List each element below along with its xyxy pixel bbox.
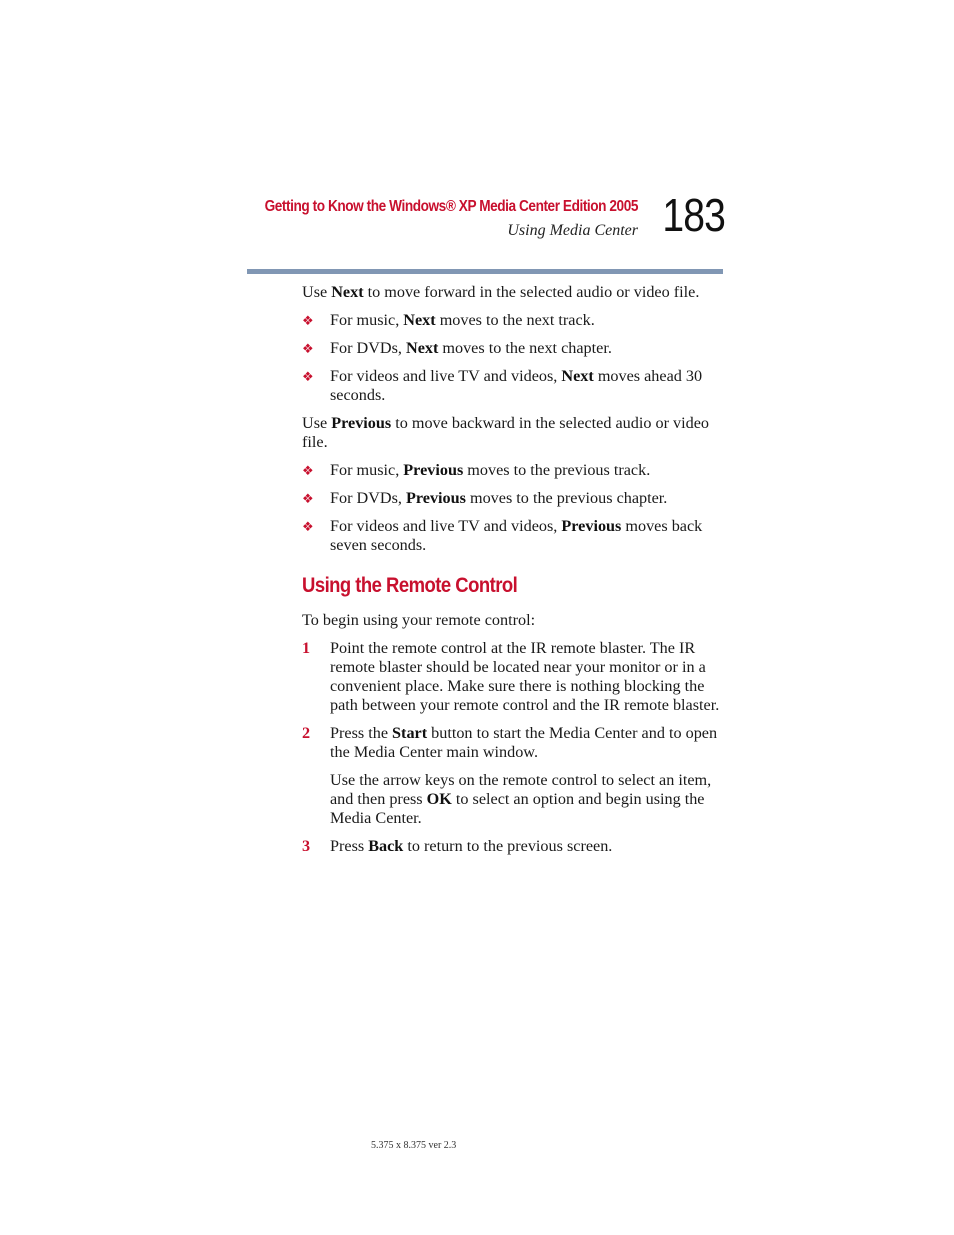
list-item: ❖ For music, Next moves to the next track. [302, 311, 595, 329]
diamond-bullet-icon: ❖ [302, 464, 314, 479]
step-number: 2 [302, 724, 311, 742]
header-rule [247, 269, 723, 274]
step-item: 1 Point the remote control at the IR remote blaster. The IR remote blaster should be located near your monitor or in a convenient place. Make sure there is nothing blocking the path between your remote control and the IR remote blaster. [302, 639, 720, 714]
list-item: ❖ For music, Previous moves to the previous track. [302, 461, 651, 479]
step-item: 3 Press Back to return to the previous screen. [302, 837, 613, 855]
step-item: 2 Press the Start button to start the Media Center and to open the Media Center main window. [302, 724, 718, 761]
running-header-chapter: Getting to Know the Windows® XP Media Center Edition 2005 [264, 198, 638, 215]
list-item: ❖ For videos and live TV and videos, Previous moves back seven seconds. [302, 517, 703, 554]
list-item: ❖ For DVDs, Next moves to the next chapter. [302, 339, 612, 357]
steps-list [302, 639, 724, 762]
paragraph-previous: Use Previous to move backward in the selected audio or video file. [302, 414, 709, 451]
intro-paragraph: To begin using your remote control: [302, 611, 536, 629]
page-number: 183 [662, 189, 725, 241]
diamond-bullet-icon: ❖ [302, 342, 314, 357]
list-item: ❖ For videos and live TV and videos, Next moves ahead 30 seconds. [302, 367, 703, 404]
list-item: ❖ For DVDs, Previous moves to the previous chapter. [302, 489, 668, 507]
next-bullet-list [302, 311, 724, 405]
step-number: 3 [302, 837, 311, 855]
diamond-bullet-icon: ❖ [302, 314, 314, 329]
print-spec-footer: 5.375 x 8.375 ver 2.3 [371, 1140, 457, 1151]
paragraph-next: Use Next to move forward in the selected audio or video file. [302, 283, 700, 301]
step-2-note: Use the arrow keys on the remote control to select an item, and then press OK to select an option and begin using the Media Center. [330, 771, 712, 827]
page-body [302, 283, 724, 865]
diamond-bullet-icon: ❖ [302, 492, 314, 507]
running-header-section: Using Media Center [507, 222, 638, 239]
diamond-bullet-icon: ❖ [302, 370, 314, 385]
section-heading: Using the Remote Control [302, 574, 518, 597]
diamond-bullet-icon: ❖ [302, 520, 314, 535]
steps-list-continued [302, 837, 724, 856]
previous-bullet-list [302, 461, 724, 555]
step-number: 1 [302, 639, 311, 657]
